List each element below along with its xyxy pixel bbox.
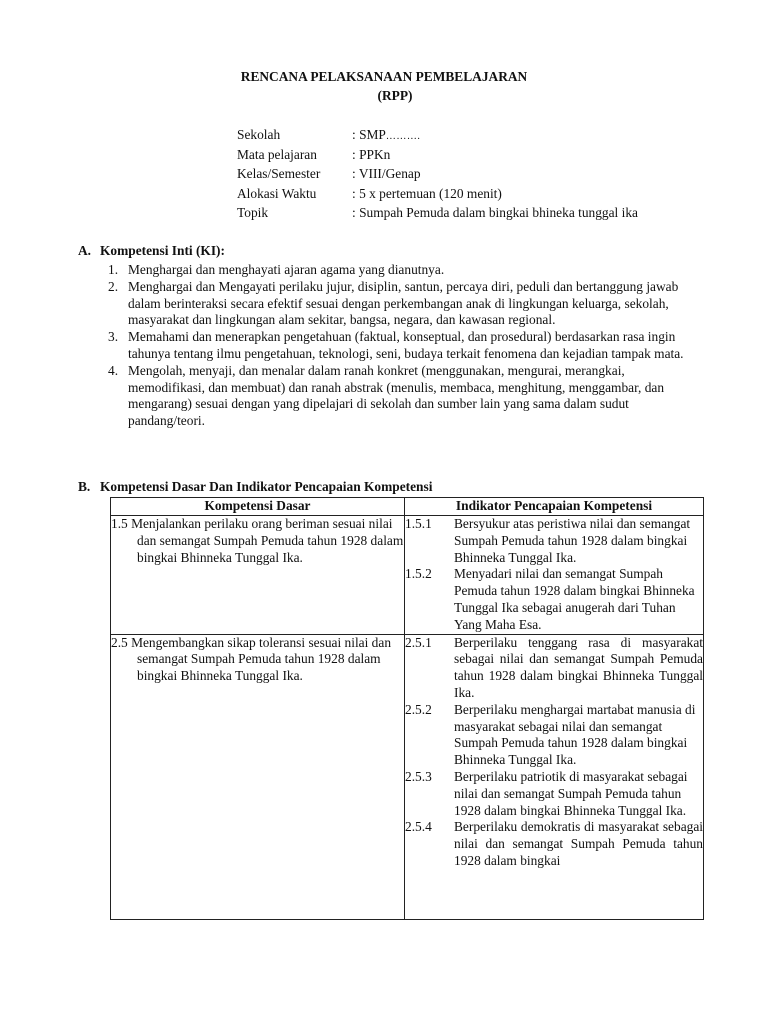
list-number: 2. bbox=[108, 278, 119, 294]
table-row bbox=[111, 634, 704, 919]
identity-row-alokasi bbox=[237, 186, 638, 206]
kd-ipk-table bbox=[110, 497, 704, 920]
indicator-code: 2.5.2 bbox=[405, 701, 432, 717]
identity-dots: ………. bbox=[385, 131, 421, 142]
ipk-cell bbox=[405, 516, 704, 635]
section-marker: A. bbox=[78, 243, 92, 258]
indicator-text: Berperilaku demokratis di masyarakat sebagai nilai dan semangat Sumpah Pemuda tahun 1928 dalam bingkai bbox=[454, 819, 703, 868]
identity-row-sekolah bbox=[237, 127, 638, 147]
indicator-code: 2.5.3 bbox=[405, 768, 432, 784]
kd-text: 2.5 Mengembangkan sikap toleransi sesuai nilai dan semangat Sumpah Pemuda tahun 1928 dalam bingkai Bhinneka Tunggal Ika. bbox=[111, 634, 392, 684]
table-row bbox=[111, 516, 704, 635]
list-item bbox=[108, 363, 688, 430]
ipk-cell bbox=[405, 634, 704, 919]
indicator-code: 1.5.1 bbox=[405, 516, 432, 531]
indicator-code: 2.5.4 bbox=[405, 819, 432, 835]
identity-value: : SMP bbox=[352, 127, 386, 142]
table-header-row bbox=[111, 498, 704, 516]
indicator-text: Menyadari nilai dan semangat Sumpah Pemuda tahun 1928 dalam bingkai Bhinneka Tunggal Ika sebagai anugerah dari Tuhan Yang Maha Esa. bbox=[454, 566, 695, 632]
section-title: Kompetensi Inti (KI): bbox=[100, 243, 225, 258]
section-a-heading bbox=[78, 243, 225, 260]
list-text: Menghargai dan menghayati ajaran agama yang dianutnya. bbox=[128, 262, 445, 277]
section-b-heading bbox=[78, 479, 432, 496]
identity-label: Mata pelajaran bbox=[237, 146, 317, 162]
identity-value: : Sumpah Pemuda dalam bingkai bhineka tunggal ika bbox=[352, 205, 638, 220]
identity-value: : 5 x pertemuan (120 menit) bbox=[352, 185, 502, 201]
section-title: Kompetensi Dasar Dan Indikator Pencapaian Kompetensi bbox=[100, 479, 433, 494]
list-number: 1. bbox=[108, 262, 119, 277]
indicator-text: Bersyukur atas peristiwa nilai dan semangat Sumpah Pemuda tahun 1928 dalam bingkai Bhinneka Tunggal Ika. bbox=[454, 516, 691, 565]
indicator bbox=[405, 702, 703, 769]
indicator bbox=[405, 566, 703, 633]
ipk-cell-content bbox=[405, 635, 703, 919]
identity-value: : PPKn bbox=[352, 146, 391, 162]
list-text: Memahami dan menerapkan pengetahuan (faktual, konseptual, dan prosedural) berdasarkan rasa ingin tahunya tentang ilmu pengetahuan, teknologi, seni, budaya terkait fenomena dan kejadian tampak mata. bbox=[128, 329, 684, 361]
document-title: RENCANA PELAKSANAAN PEMBELAJARAN bbox=[240, 69, 528, 84]
identity-row-kelas bbox=[237, 166, 638, 186]
list-item bbox=[108, 329, 688, 363]
list-text: Mengolah, menyaji, dan menalar dalam ranah konkret (menggunakan, mengurai, merangkai, memodifikasi, dan membuat) dan ranah abstrak (menulis, membaca, menghitung, menggambar, dan mengarang) sesuai dengan yang dipelajari di sekolah dan sumber lain yang sama dalam sudut pandang/teori. bbox=[128, 362, 665, 429]
list-item bbox=[108, 262, 688, 279]
indicator-text: Berperilaku patriotik di masyarakat sebagai nilai dan semangat Sumpah Pemuda tahun 1928 dalam bingkai Bhinneka Tunggal Ika. bbox=[454, 768, 688, 818]
indicator bbox=[405, 635, 703, 702]
identity-label: Kelas/Semester bbox=[237, 166, 321, 181]
indicator bbox=[405, 819, 703, 869]
section-marker: B. bbox=[78, 479, 91, 494]
identity-label: Sekolah bbox=[237, 127, 281, 142]
identity-value: : VIII/Genap bbox=[352, 166, 421, 181]
identity-label: Alokasi Waktu bbox=[237, 185, 317, 201]
document-subtitle: (RPP) bbox=[377, 88, 413, 103]
identity-row-topik bbox=[237, 205, 638, 225]
kd-cell bbox=[111, 516, 405, 635]
indicator-code: 2.5.1 bbox=[405, 634, 432, 650]
identity-block bbox=[237, 127, 638, 225]
list-text: Menghargai dan Mengayati perilaku jujur, disiplin, santun, percaya diri, peduli dan bertanggung jawab dalam berinteraksi secara efektif sesuai dengan perkembangan anak di lingkungan keluarga, sekolah, masyarakat dan lingkungan alam sekitar, bangsa, negara, dan kawasan regional. bbox=[128, 278, 679, 328]
column-header-ipk: Indikator Pencapaian Kompetensi bbox=[405, 498, 704, 516]
indicator-text: Berperilaku tenggang rasa di masyarakat sebagai nilai dan semangat Sumpah Pemuda tahun 1928 dalam bingkai Bhinneka Tunggal Ika. bbox=[454, 634, 703, 700]
identity-label: Topik bbox=[237, 205, 269, 220]
indicator bbox=[405, 516, 703, 566]
kd-text: 1.5 Menjalankan perilaku orang beriman sesuai nilai dan semangat Sumpah Pemuda tahun 1928 dalam bingkai Bhinneka Tunggal Ika. bbox=[111, 516, 404, 565]
indicator-code: 1.5.2 bbox=[405, 566, 432, 582]
kd-cell bbox=[111, 634, 405, 919]
identity-row-mapel bbox=[237, 147, 638, 167]
list-number: 4. bbox=[108, 362, 119, 378]
column-header-kd: Kompetensi Dasar bbox=[111, 498, 405, 516]
indicator bbox=[405, 769, 703, 819]
ki-list bbox=[108, 262, 688, 430]
indicator-text: Berperilaku menghargai martabat manusia di masyarakat sebagai nilai dan semangat Sumpah Pemuda tahun 1928 dalam bingkai Bhinneka Tunggal Ika. bbox=[454, 701, 696, 768]
list-number: 3. bbox=[108, 329, 119, 345]
list-item bbox=[108, 279, 688, 329]
